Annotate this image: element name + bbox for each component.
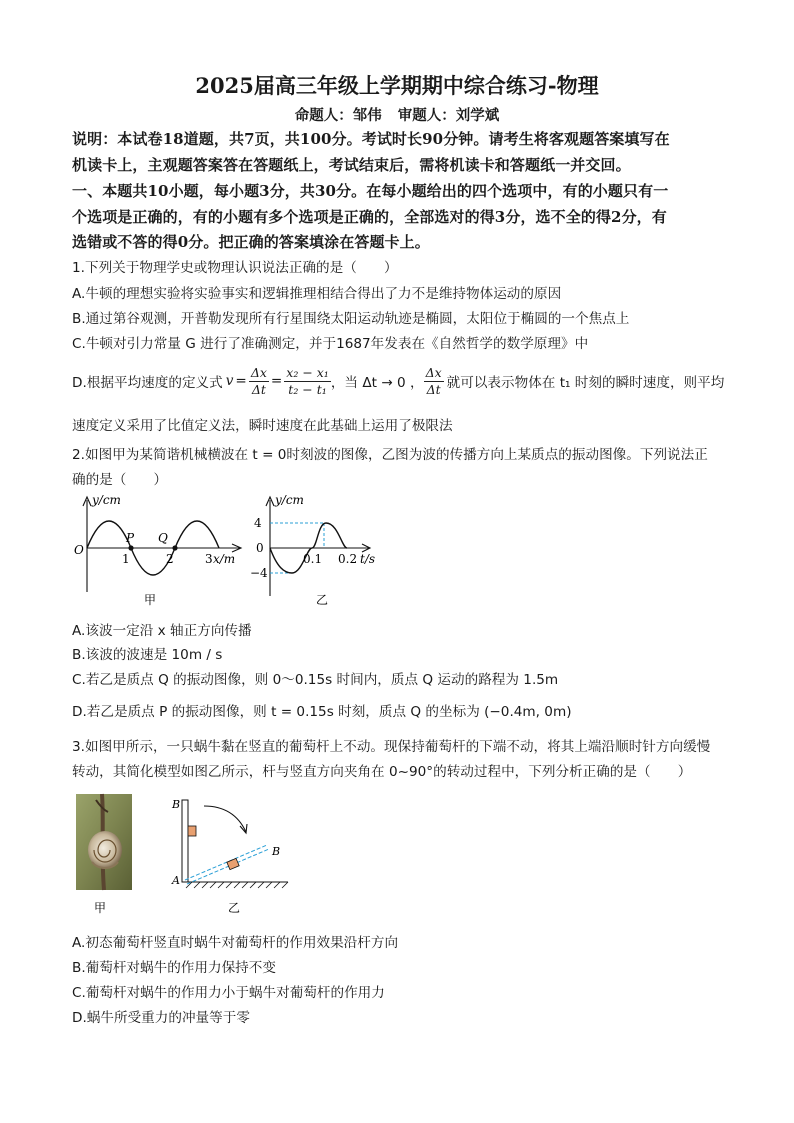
q2-stem-2: 确的是（ ） [72,472,168,488]
q2-stem-1: 2.如图甲为某简谐机械横波在 t = 0时刻波的图像，乙图为波的传播方向上某质点的振动图像。下列说法正 [72,447,708,463]
notes-line-2: 机读卡上，主观题答案答在答题纸上，考试结束后，需将机读卡和答题纸一并交回。 [72,156,631,174]
q1-d-eq2: = [270,373,283,389]
q1-option-a: A.牛顿的理想实验将实验事实和逻辑推理相结合得出了力不是维持物体运动的原因 [72,286,562,302]
q1-d-post: 就可以表示物体在 t₁ 时刻的瞬时速度，则平均 [446,375,725,391]
yi-ytick-neg4: −4 [250,566,268,580]
label-a: A [172,874,180,887]
jia-caption: 甲 [144,593,157,607]
q3-option-b: B.葡萄杆对蜗牛的作用力保持不变 [72,960,276,976]
label-b-top: B [172,798,181,811]
label-b-tilt: B [272,845,281,858]
q2-option-a: A.该波一定沿 x 轴正方向传播 [72,623,252,639]
section1-line-3: 选错或不答的得0分。把正确的答案填涂在答题卡上。 [72,233,430,251]
authors-line [0,104,794,125]
snail-photo [76,794,132,915]
wave-graph-jia [74,493,241,607]
section1-line-1: 一、本题共10小题，每小题3分，共30分。在每小题给出的四个选项中，有的小题只有一 [72,182,669,200]
q2-option-c: C.若乙是质点 Q 的振动图像，则 0～0.15s 时间内，质点 Q 运动的路程为 1.5m [72,672,559,688]
point-p-label: P [126,531,135,545]
q1-d-mid: ，当 Δt → 0 ， [330,375,424,391]
yi-xtick-01: 0.1 [303,552,323,566]
q1-option-d-line2: 速度定义采用了比值定义法，瞬时速度在此基础上运用了极限法 [72,418,453,434]
author: 命题人：邹伟 [294,107,382,124]
yi-caption: 乙 [316,593,329,607]
rod-diagram-caption: 乙 [228,901,241,915]
q3-figures [74,792,304,918]
rod-diagram [171,798,288,915]
section1-line-2: 个选项是正确的，有的小题有多个选项是正确的，全部选对的得3分，选不全的得2分，有 [72,208,667,226]
jia-tick-3: 3 [205,552,213,566]
fraction-dx-dt: $\frac{\Delta x}{\Delta t}$ [250,364,267,397]
q1-stem: 1.下列关于物理学史或物理认识说法正确的是（ ） [72,260,398,276]
yi-ytick-4: 4 [254,516,262,530]
q1-d-eq1: = [235,373,247,389]
notes-line-1: 说明：本试卷18道题，共7页，共100分。考试时长90分钟。请考生将客观题答案填写在 [72,130,670,148]
reviewer: 审题人：刘学斌 [397,107,500,124]
q2-figures [70,492,376,612]
yi-xlabel: t/s [360,552,376,566]
q2-option-d: D.若乙是质点 P 的振动图像，则 t = 0.15s 时刻，质点 Q 的坐标为 (−0.4m, 0m) [72,704,572,720]
q2-option-b: B.该波的波速是 10m / s [72,647,223,663]
point-q-label: Q [158,531,168,545]
jia-ylabel: y/cm [92,493,121,507]
yi-xtick-02: 0.2 [338,552,358,566]
q3-stem-2: 转动，其简化模型如图乙所示，杆与竖直方向夹角在 0~90°的转动过程中，下列分析正确的是（ ） [72,764,692,780]
q1-option-d [72,362,732,400]
jia-tick-1: 1 [122,552,130,566]
jia-origin: O [74,543,84,557]
q3-option-a: A.初态葡萄杆竖直时蜗牛对葡萄杆的作用效果沿杆方向 [72,935,399,951]
jia-xlabel: x/m [213,552,236,566]
q3-option-c: C.葡萄杆对蜗牛的作用力小于蜗牛对葡萄杆的作用力 [72,985,385,1001]
fraction-x-t: $\frac{\text{x₂ − x₁}}{\text{t₂ − t₁}}$ [286,364,329,397]
vibration-graph-yi [250,493,375,607]
fraction-dx-dt-2: $\frac{\Delta x}{\Delta t}$ [425,364,442,397]
q1-d-prefix: D.根据平均速度的定义式 [72,375,223,391]
q3-option-d: D.蜗牛所受重力的冲量等于零 [72,1010,250,1026]
jia-tick-2: 2 [166,552,174,566]
yi-ytick-0: 0 [256,541,264,555]
q3-stem-1: 3.如图甲所示，一只蜗牛黏在竖直的葡萄杆上不动。现保持葡萄杆的下端不动，将其上端沿顺时针方向缓慢 [72,739,711,755]
q1-option-b: B.通过第谷观测，开普勒发现所有行星围绕太阳运动轨迹是椭圆，太阳位于椭圆的一个焦点上 [72,311,630,327]
yi-ylabel: y/cm [275,493,304,507]
exam-title: 2025届高三年级上学期期中综合练习-物理 [195,73,599,98]
q1-d-v: v [225,373,234,389]
q1-option-c: C.牛顿对引力常量 G 进行了准确测定，并于1687年发表在《自然哲学的数学原理》中 [72,336,589,352]
snail-photo-caption: 甲 [94,901,107,915]
